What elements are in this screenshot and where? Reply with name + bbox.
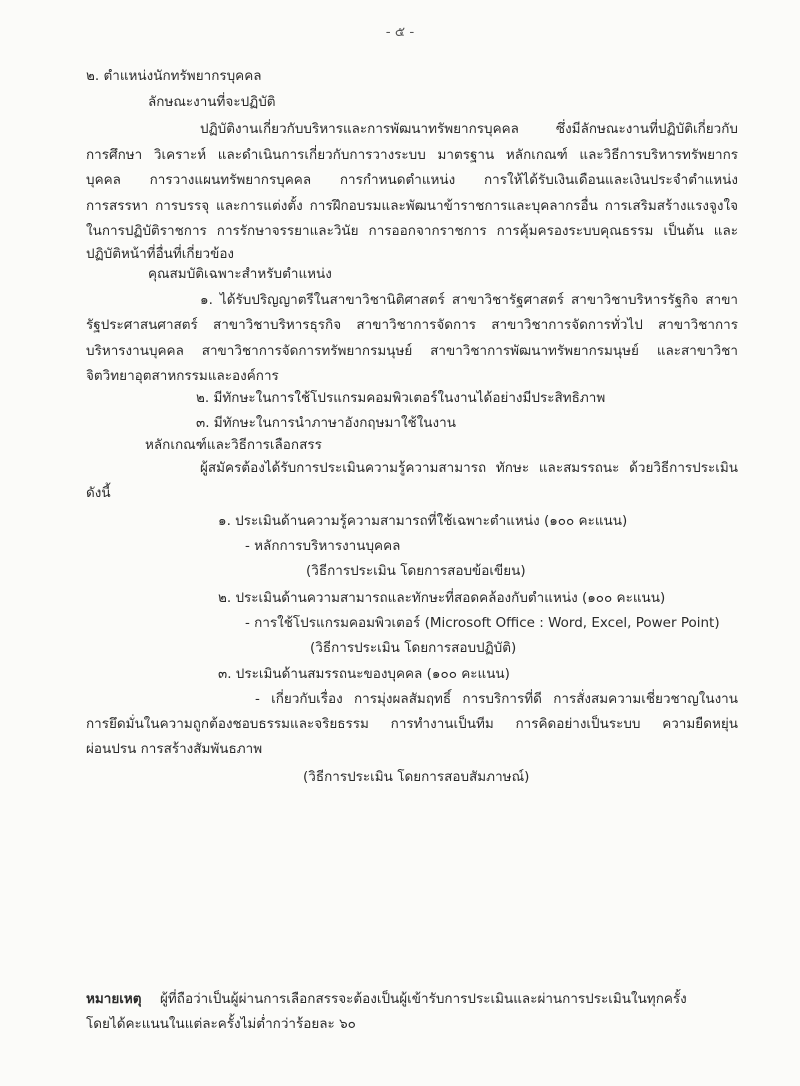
qualification-item-2: ๒. มีทักษะในการใช้โปรแกรมคอมพิวเตอร์ในงานได้อย่างมีประสิทธิภาพ	[196, 390, 606, 406]
eval-3-detail-line: ผ่อนปรน การสร้างสัมพันธภาพ	[86, 741, 263, 757]
eval-1-title: ๑. ประเมินด้านความรู้ความสามารถที่ใช้เฉพาะตำแหน่ง (๑๐๐ คะแนน)	[218, 513, 628, 529]
eval-2-title: ๒. ประเมินด้านความสามารถและทักษะที่สอดคล้องกับตำแหน่ง (๑๐๐ คะแนน)	[218, 590, 666, 606]
eval-2-method: (วิธีการประเมิน โดยการสอบปฏิบัติ)	[310, 640, 517, 656]
job-nature-line: บุคคล การวางแผนทรัพยากรบุคคล การกำหนดตำแหน่ง การให้ได้รับเงินเดือนและเงินประจำตำแหน่ง	[86, 172, 738, 188]
qualification-line: รัฐประศาสนศาสตร์ สาขาวิชาบริหารธุรกิจ สาขาวิชาการจัดการ สาขาวิชาการจัดการทั่วไป สาขาวิชาการ	[86, 317, 738, 333]
eval-3-detail-line: - เกี่ยวกับเรื่อง การมุ่งผลสัมฤทธิ์ การบริการที่ดี การสั่งสมความเชี่ยวชาญในงาน	[255, 691, 738, 707]
job-nature-line: การสรรหา การบรรจุ และการแต่งตั้ง การฝึกอบรมและพัฒนาข้าราชการและบุคลากรอื่น การเสริมสร้างแรงจูงใจ	[86, 198, 738, 214]
qualification-line: ๑. ได้รับปริญญาตรีในสาขาวิชานิติศาสตร์ สาขาวิชารัฐศาสตร์ สาขาวิชาบริหารรัฐกิจ สาขา	[200, 292, 738, 308]
selection-heading: หลักเกณฑ์และวิธีการเลือกสรร	[145, 437, 322, 453]
job-nature-line: การศึกษา วิเคราะห์ และดำเนินการเกี่ยวกับการวางระบบ มาตรฐาน หลักเกณฑ์ และวิธีการบริหารทรัพยากร	[86, 147, 738, 163]
qualification-line: บริหารงานบุคคล สาขาวิชาการจัดการทรัพยากรมนุษย์ สาขาวิชาการพัฒนาทรัพยากรมนุษย์ และสาขาวิชา	[86, 343, 738, 359]
note-line-1: ผู้ที่ถือว่าเป็นผู้ผ่านการเลือกสรรจะต้องเป็นผู้เข้ารับการประเมินและผ่านการประเมินในทุกครั้ง	[160, 991, 687, 1007]
note-label: หมายเหตุ	[86, 991, 142, 1007]
note-line-2: โดยได้คะแนนในแต่ละครั้งไม่ต่ำกว่าร้อยละ ๖๐	[86, 1016, 356, 1032]
eval-1-method: (วิธีการประเมิน โดยการสอบข้อเขียน)	[306, 563, 526, 579]
qualifications-heading: คุณสมบัติเฉพาะสำหรับตำแหน่ง	[148, 266, 332, 282]
eval-1-detail: - หลักการบริหารงานบุคคล	[245, 538, 401, 554]
job-nature-heading: ลักษณะงานที่จะปฏิบัติ	[148, 94, 276, 110]
qualification-item-3: ๓. มีทักษะในการนำภาษาอังกฤษมาใช้ในงาน	[196, 415, 456, 431]
page-number: - ๕ -	[385, 24, 415, 40]
eval-2-detail: - การใช้โปรแกรมคอมพิวเตอร์ (Microsoft Office : Word, Excel, Power Point)	[245, 615, 720, 631]
job-nature-line: ปฏิบัติงานเกี่ยวกับบริหารและการพัฒนาทรัพยากรบุคคล ซึ่งมีลักษณะงานที่ปฏิบัติเกี่ยวกับ	[200, 121, 738, 137]
eval-3-method: (วิธีการประเมิน โดยการสอบสัมภาษณ์)	[303, 769, 530, 785]
section-title: ๒. ตำแหน่งนักทรัพยากรบุคคล	[86, 68, 262, 84]
job-nature-line: ในการปฏิบัติราชการ การรักษาจรรยาและวินัย การออกจากราชการ การคุ้มครองระบบคุณธรรม เป็นต้น และ	[86, 223, 738, 239]
selection-intro-line: ดังนี้	[86, 485, 111, 501]
eval-3-detail-line: การยึดมั่นในความถูกต้องชอบธรรมและจริยธรรม การทำงานเป็นทีม การคิดอย่างเป็นระบบ ความยืดหยุ่น	[86, 716, 738, 732]
eval-3-title: ๓. ประเมินด้านสมรรถนะของบุคคล (๑๐๐ คะแนน)	[218, 666, 510, 682]
job-nature-line: ปฏิบัติหน้าที่อื่นที่เกี่ยวข้อง	[86, 246, 235, 262]
qualification-line: จิตวิทยาอุตสาหกรรมและองค์การ	[86, 368, 279, 384]
selection-intro-line: ผู้สมัครต้องได้รับการประเมินความรู้ความสามารถ ทักษะ และสมรรถนะ ด้วยวิธีการประเมิน	[200, 460, 738, 476]
